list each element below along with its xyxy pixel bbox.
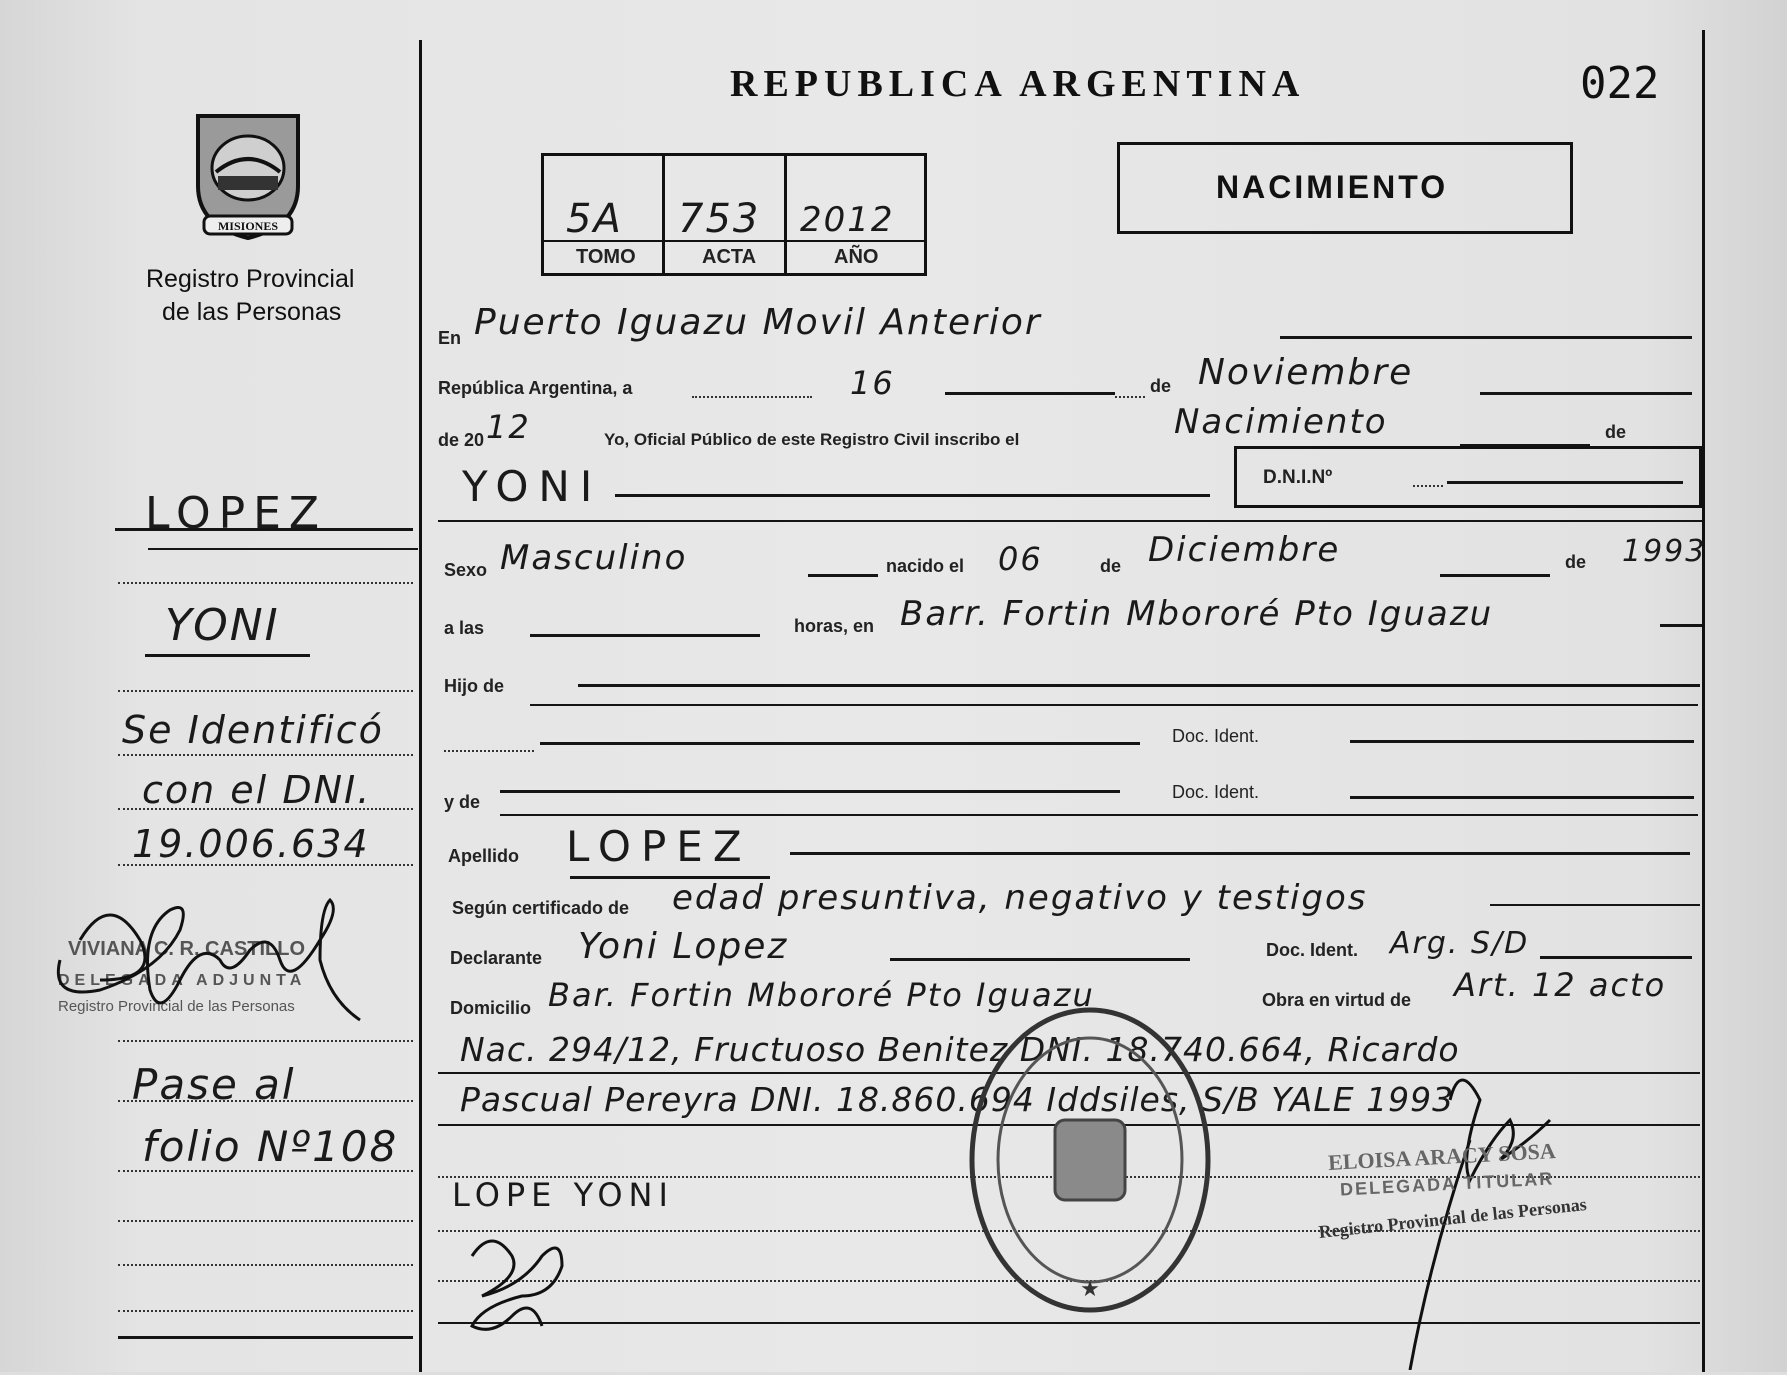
de3-label: de [1100,556,1122,576]
de4-label: de [1565,552,1587,572]
sidebar-surname: LOPEZ [145,488,328,539]
de-label: de [1150,376,1172,396]
declarant-signature-name: LOPE YONI [452,1176,674,1214]
alas-label: a las [444,618,485,638]
apellido-value: LOPEZ [566,822,752,871]
acta-value: 753 [678,196,761,242]
declarante-label: Declarante [450,948,543,968]
anio-value: 2012 [800,200,895,240]
svg-text:★: ★ [1080,1276,1100,1301]
record-type: NACIMIENTO [1216,169,1449,205]
registered-name: YONI [462,462,603,511]
provincial-seal-icon [186,106,310,244]
pass-note-line1: Pase al [132,1060,296,1109]
obra-label: Obra en virtud de [1262,990,1412,1010]
official-stamp-line2: DELEGADA TITULAR [1339,1168,1555,1200]
registry-name-line2: de las Personas [162,298,342,326]
father-doc-label: Doc. Ident. [1172,726,1260,746]
en-label: En [438,328,462,348]
pass-note-line2: folio Nº108 [142,1122,399,1171]
day-value: 16 [850,364,895,402]
birth-month: Diciembre [1148,530,1341,570]
anio-label: AÑO [834,246,879,268]
identity-note-line2: con el DNI. [142,768,372,812]
delegate-stamp-line3: Registro Provincial de las Personas [58,998,295,1015]
declarant-signature [452,1226,602,1341]
delegate-signature [40,880,400,1045]
dni-box [1234,446,1702,508]
declarante-doc-value: Arg. S/D [1390,926,1530,961]
year-prefix: de 20 [438,430,485,450]
text-line-2: Pascual Pereyra DNI. 18.860.694 Iddsiles, S/B YALE 1993 [460,1080,1455,1119]
inscribo-value: Nacimiento [1174,402,1388,442]
left-column-divider [419,40,422,1372]
yde-label: y de [444,792,481,812]
hijo-label: Hijo de [444,676,505,696]
birth-day: 06 [998,540,1043,578]
sidebar-given-name: YONI [165,600,280,651]
declarante-doc-label: Doc. Ident. [1266,940,1359,960]
identity-note-line3: 19.006.634 [132,822,370,866]
sexo-label: Sexo [444,560,488,580]
segun-value: edad presuntiva, negativo y testigos [672,878,1368,918]
record-type-box [1117,142,1573,234]
year-value: 12 [486,408,531,446]
horas-label: horas, en [794,616,875,636]
obra-value: Art. 12 acto [1454,966,1667,1004]
document-number: 022 [1580,58,1660,109]
official-round-stamp [965,1000,1215,1325]
record-id-table [541,153,927,276]
right-border [1702,30,1705,1372]
nacido-label: nacido el [886,556,965,576]
declarante-value: Yoni Lopez [578,926,789,967]
dni-label: D.N.I.Nº [1263,467,1333,488]
seal-text: MISIONES [217,219,279,233]
en-value: Puerto Iguazu Movil Anterior [474,302,1042,343]
official-stamp-line1: ELOISA ARACY SOSA [1327,1138,1557,1175]
registry-name-line1: Registro Provincial [146,265,355,293]
official-stamp-line3: Registro Provincial de las Personas [1317,1193,1588,1243]
segun-label: Según certificado de [452,898,630,918]
month-value: Noviembre [1198,352,1414,393]
de2-label: de [1605,422,1627,442]
country-heading: REPUBLICA ARGENTINA [730,63,1306,105]
tomo-value: 5A [566,196,623,242]
sexo-value: Masculino [500,538,688,578]
republica-label: República Argentina, a [438,378,633,398]
delegate-stamp-line2: DELEGADA ADJUNTA [58,972,307,989]
tomo-label: TOMO [576,246,636,268]
birth-year: 1993 [1622,534,1707,569]
acta-label: ACTA [702,246,757,268]
birth-place: Barr. Fortin Mbororé Pto Iguazu [900,594,1494,634]
text-line-1: Nac. 294/12, Fructuoso Benitez DNI. 18.740.664, Ricardo [460,1030,1460,1069]
mother-doc-label: Doc. Ident. [1172,782,1260,802]
apellido-label: Apellido [448,846,519,866]
identity-note-line1: Se Identificó [122,708,384,752]
domicilio-value: Bar. Fortin Mbororé Pto Iguazu [548,976,1095,1014]
domicilio-label: Domicilio [450,998,532,1018]
delegate-stamp-line1: VIVIANA C. R. CASTILLO [68,938,306,960]
registrar-statement: Yo, Oficial Público de este Registro Civil inscribo el [604,430,1020,449]
